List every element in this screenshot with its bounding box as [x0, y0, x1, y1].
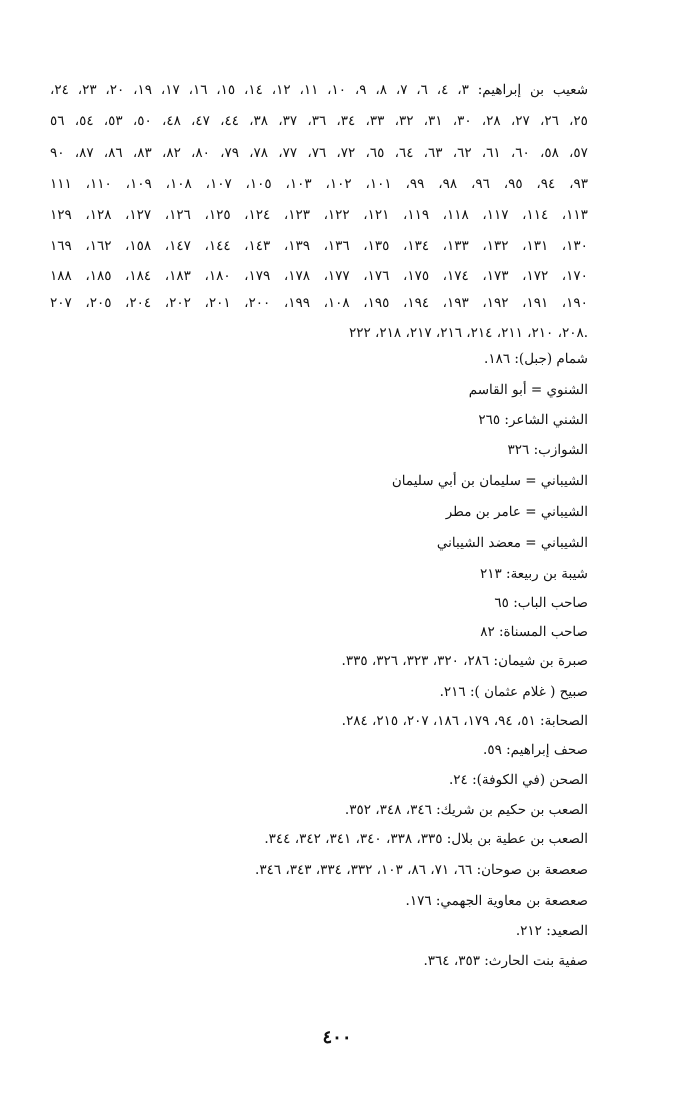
- index-entry: صبرة بن شيمان: ٢٨٦، ٣٢٠، ٣٢٣، ٣٢٦، ٣٣٥.: [341, 653, 588, 669]
- index-entry: الشيباني = عامر بن مطر: [445, 504, 588, 520]
- index-entry: الصحابة: ٥١، ٩٤، ١٧٩، ١٨٦، ٢٠٧، ٢١٥، ٢٨٤.: [341, 713, 588, 729]
- index-line: ٢٥، ٢٦، ٢٧، ٢٨، ٣٠، ٣١، ٣٢، ٣٣، ٣٤، ٣٦، ٣٧، ٣٨، ٤٤، ٤٧، ٤٨، ٥٠، ٥٣، ٥٤، ٥٦: [50, 113, 588, 129]
- index-line: ١٣٠، ١٣١، ١٣٢، ١٣٣، ١٣٤، ١٣٥، ١٣٦، ١٣٩، ١٤٣، ١٤٤، ١٤٧، ١٥٨، ١٦٢، ١٦٩: [50, 238, 588, 254]
- index-entry: الشيباني = سليمان بن أبي سليمان: [391, 473, 588, 489]
- index-entry: الصعيد: ٢١٢.: [515, 923, 588, 939]
- index-entry: الصعب بن عطية بن بلال: ٣٣٥، ٣٣٨، ٣٤٠، ٣٤١، ٣٤٢، ٣٤٤.: [264, 831, 588, 847]
- index-line: ١٧٠، ١٧٢، ١٧٣، ١٧٤، ١٧٥، ١٧٦، ١٧٧، ١٧٨، ١٧٩، ١٨٠، ١٨٣، ١٨٤، ١٨٥، ١٨٨: [50, 268, 588, 284]
- index-line: شعيب بن إبراهيم: ٣، ٤، ٦، ٧، ٨، ٩، ١٠، ١١، ١٢، ١٤، ١٥، ١٦، ١٧، ١٩، ٢٠، ٢٣، ٢٤،: [50, 82, 588, 98]
- index-line: ٢٠٨، ٢١٠، ٢١١، ٢١٤، ٢١٦، ٢١٧، ٢١٨، ٢٢٢.: [348, 325, 588, 341]
- index-entry: صاحب المسناة: ٨٢: [480, 624, 588, 640]
- index-entry: صعصعة بن معاوية الجهمي: ١٧٦.: [405, 893, 588, 909]
- index-entry: صبيح ( غلام عثمان ): ٢١٦.: [439, 684, 588, 700]
- index-line: ٩٣، ٩٤، ٩٥، ٩٦، ٩٨، ٩٩، ١٠١، ١٠٢، ١٠٣، ١٠٥، ١٠٧، ١٠٨، ١٠٩، ١١٠، ١١١: [50, 176, 588, 192]
- index-entry: الشني الشاعر: ٢٦٥: [478, 412, 588, 428]
- page-number: ٤٠٠: [322, 1027, 352, 1048]
- index-entry: شيبة بن ربيعة: ٢١٣: [479, 566, 588, 582]
- index-entry: شمام (جبل): ١٨٦.: [484, 351, 588, 367]
- index-line: ٥٧، ٥٨، ٦٠، ٦١، ٦٢، ٦٣، ٦٤، ٦٥، ٧٢، ٧٦، ٧٧، ٧٨، ٧٩، ٨٠، ٨٢، ٨٣، ٨٦، ٨٧، ٩٠: [50, 145, 588, 161]
- index-entry: صحف إبراهيم: ٥٩.: [483, 742, 588, 758]
- index-entry: صعصعة بن صوحان: ٦٦، ٧١، ٨٦، ١٠٣، ٣٣٢، ٣٣٤، ٣٤٣، ٣٤٦.: [255, 862, 588, 878]
- index-entry: صاحب الباب: ٦٥: [494, 595, 588, 611]
- index-entry: الشنوي = أبو القاسم: [468, 382, 588, 398]
- index-line: ١٩٠، ١٩١، ١٩٢، ١٩٣، ١٩٤، ١٩٥، ١٠٨، ١٩٩، ٢٠٠، ٢٠١، ٢٠٢، ٢٠٤، ٢٠٥، ٢٠٧: [50, 295, 588, 311]
- index-line: ١١٣، ١١٤، ١١٧، ١١٨، ١١٩، ١٢١، ١٢٢، ١٢٣، ١٢٤، ١٢٥، ١٢٦، ١٢٧، ١٢٨، ١٢٩: [50, 207, 588, 223]
- index-entry: الشيباني = معضد الشيباني: [436, 535, 588, 551]
- index-entry: الشوازب: ٣٢٦: [507, 442, 588, 458]
- index-entry: الصعب بن حكيم بن شريك: ٣٤٦، ٣٤٨، ٣٥٢.: [344, 802, 588, 818]
- index-entry: صفية بنت الحارث: ٣٥٣، ٣٦٤.: [423, 953, 588, 969]
- index-entry: الصحن (في الكوفة): ٢٤.: [448, 772, 588, 788]
